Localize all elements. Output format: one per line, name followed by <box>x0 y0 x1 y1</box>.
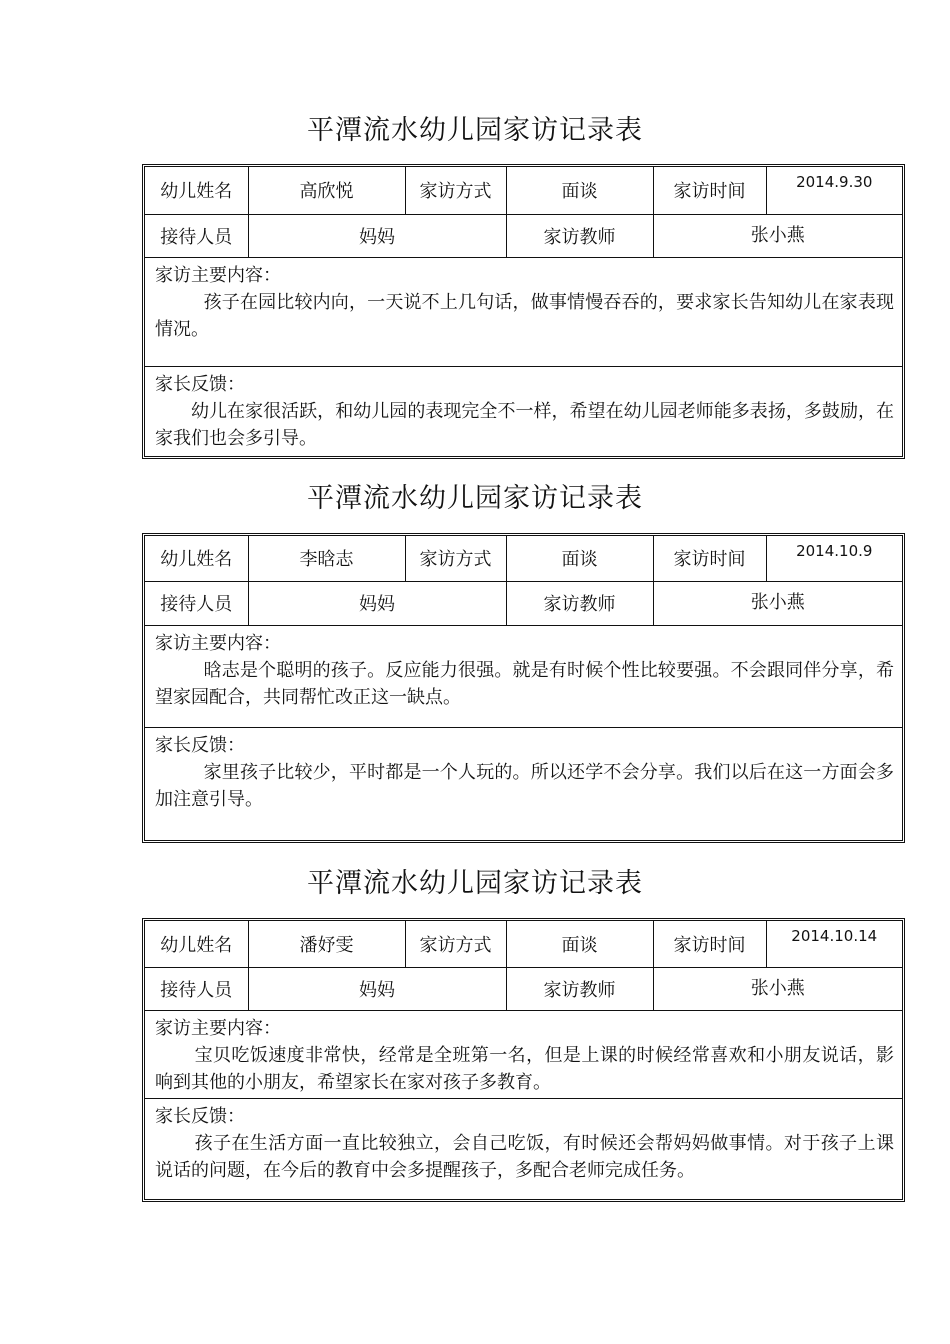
main-content-label: 家访主要内容： <box>155 264 281 286</box>
parent-feedback-section <box>145 366 902 457</box>
info-table <box>145 167 902 258</box>
main-content-text: 孩子在园比较内向，一天说不上几句话，做事情慢吞吞的，要求家长告知幼儿在家表现情况。 <box>155 291 894 340</box>
visit-method-value: 面谈 <box>506 167 653 214</box>
receiver-value: 妈妈 <box>248 581 506 625</box>
main-content-section <box>145 1011 902 1098</box>
main-content-label: 家访主要内容： <box>155 632 281 654</box>
visit-teacher-label: 家访教师 <box>506 581 653 625</box>
receiver-value: 妈妈 <box>248 214 506 257</box>
main-content-section <box>145 626 902 727</box>
visit-record-form <box>142 164 905 459</box>
parent-feedback-section <box>145 1098 902 1200</box>
child-name-value: 高欣悦 <box>248 167 405 214</box>
receiver-value: 妈妈 <box>248 967 506 1010</box>
visit-teacher-value: 张小燕 <box>653 967 902 1010</box>
visit-time-label: 家访时间 <box>653 921 766 967</box>
child-name-label: 幼儿姓名 <box>145 167 248 214</box>
form-title: 平潭流水幼儿园家访记录表 <box>307 868 643 899</box>
child-name-label: 幼儿姓名 <box>145 536 248 581</box>
visit-time-value: 2014.10.9 <box>766 536 902 581</box>
child-name-value: 潘妤雯 <box>248 921 405 967</box>
receiver-label: 接待人员 <box>145 214 248 257</box>
parent-feedback-text: 家里孩子比较少，平时都是一个人玩的。所以还学不会分享。我们以后在这一方面会多加注意引导。 <box>155 761 894 810</box>
form-title: 平潭流水幼儿园家访记录表 <box>307 115 643 146</box>
parent-feedback-text: 幼儿在家很活跃，和幼儿园的表现完全不一样，希望在幼儿园老师能多表扬，多鼓励，在家我们也会多引导。 <box>155 400 894 449</box>
visit-time-label: 家访时间 <box>653 167 766 214</box>
visit-time-value: 2014.10.14 <box>766 921 902 967</box>
visit-record-form <box>142 533 905 843</box>
info-table <box>145 536 902 626</box>
visit-teacher-value: 张小燕 <box>653 214 902 257</box>
visit-method-label: 家访方式 <box>405 536 506 581</box>
parent-feedback-label: 家长反馈： <box>155 373 245 395</box>
visit-teacher-label: 家访教师 <box>506 967 653 1010</box>
visit-time-label: 家访时间 <box>653 536 766 581</box>
main-content-label: 家访主要内容： <box>155 1017 281 1039</box>
child-name-value: 李晗志 <box>248 536 405 581</box>
form-title: 平潭流水幼儿园家访记录表 <box>307 483 643 514</box>
receiver-label: 接待人员 <box>145 967 248 1010</box>
visit-method-label: 家访方式 <box>405 167 506 214</box>
parent-feedback-label: 家长反馈： <box>155 1105 245 1127</box>
receiver-label: 接待人员 <box>145 581 248 625</box>
visit-method-value: 面谈 <box>506 921 653 967</box>
main-content-text: 晗志是个聪明的孩子。反应能力很强。就是有时候个性比较要强。不会跟同伴分享，希望家园配合，共同帮忙改正这一缺点。 <box>155 659 894 708</box>
parent-feedback-section <box>145 727 902 841</box>
parent-feedback-label: 家长反馈： <box>155 734 245 756</box>
info-table <box>145 921 902 1011</box>
visit-teacher-value: 张小燕 <box>653 581 902 625</box>
main-content-section <box>145 258 902 366</box>
child-name-label: 幼儿姓名 <box>145 921 248 967</box>
visit-record-form <box>142 918 905 1202</box>
visit-method-label: 家访方式 <box>405 921 506 967</box>
main-content-text: 宝贝吃饭速度非常快，经常是全班第一名，但是上课的时候经常喜欢和小朋友说话，影响到其他的小朋友，希望家长在家对孩子多教育。 <box>155 1044 894 1093</box>
visit-teacher-label: 家访教师 <box>506 214 653 257</box>
visit-time-value: 2014.9.30 <box>766 167 902 214</box>
visit-method-value: 面谈 <box>506 536 653 581</box>
parent-feedback-text: 孩子在生活方面一直比较独立，会自己吃饭，有时候还会帮妈妈做事情。对于孩子上课说话的问题，在今后的教育中会多提醒孩子，多配合老师完成任务。 <box>155 1132 894 1181</box>
